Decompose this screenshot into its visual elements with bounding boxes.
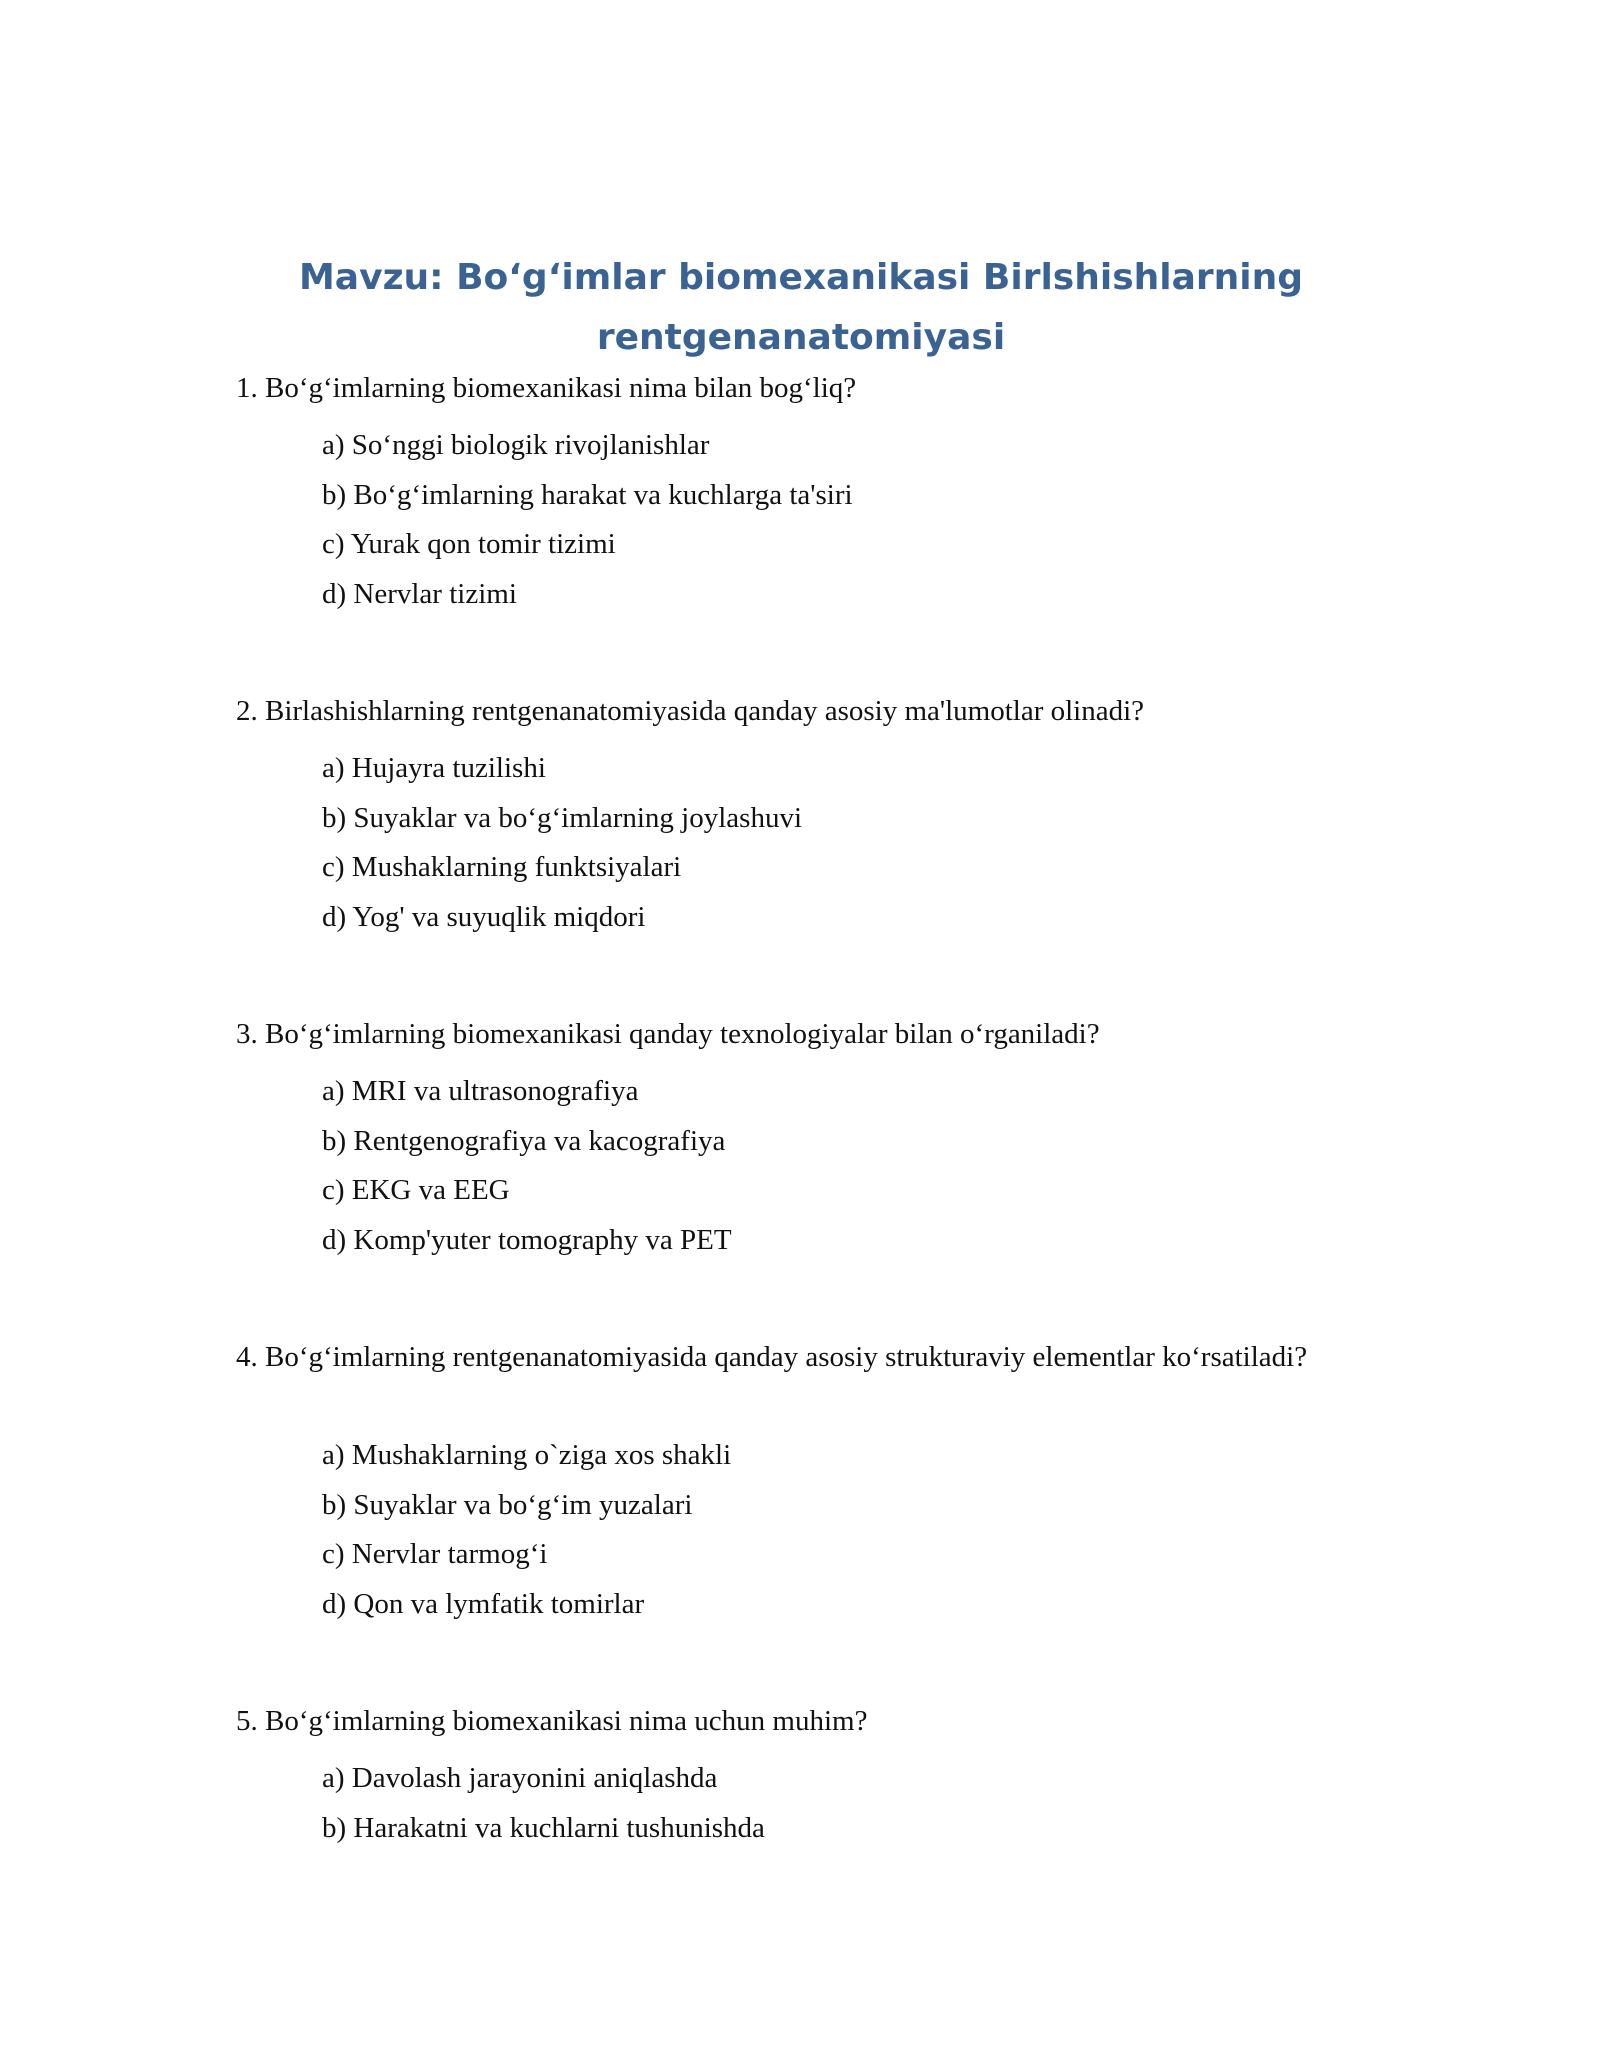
question-3-options <box>322 1067 1322 1265</box>
option-4d: d) Qon va lymfatik tomirlar <box>322 1587 645 1620</box>
option-3b: b) Rentgenografiya va kacografiya <box>322 1124 726 1157</box>
question-4-text: 4. Bo‘g‘imlarning rentgenanatomiyasida qanday asosiy strukturaviy elementlar ko‘rsatiladi? <box>236 1341 1308 1373</box>
option-3c: c) EKG va EEG <box>322 1174 510 1206</box>
option-5a: a) Davolash jarayonini aniqlashda <box>322 1762 718 1794</box>
question-5-options <box>322 1754 1322 1853</box>
option-1d: d) Nervlar tizimi <box>322 577 517 610</box>
option-1c: c) Yurak qon tomir tizimi <box>322 528 616 560</box>
page-title: Mavzu: Bo‘g‘imlar biomexanikasi Birlshishlarning rentgenanatomiyasi <box>298 257 1304 358</box>
option-5b: b) Harakatni va kuchlarni tushunishda <box>322 1811 765 1844</box>
question-5-text: 5. Bo‘g‘imlarning biomexanikasi nima uchun muhim? <box>236 1705 868 1737</box>
option-1b: b) Bo‘g‘imlarning harakat va kuchlarga ta'siri <box>322 478 853 511</box>
option-3a: a) MRI va ultrasonografiya <box>322 1075 639 1107</box>
question-2-text: 2. Birlashishlarning rentgenanatomiyasida qanday asosiy ma'lumotlar olinadi? <box>236 695 1145 727</box>
option-3d: d) Komp'yuter tomography va PET <box>322 1223 732 1256</box>
question-2-options <box>322 744 1322 942</box>
option-2a: a) Hujayra tuzilishi <box>322 752 546 784</box>
question-3-text: 3. Bo‘g‘imlarning biomexanikasi qanday texnologiyalar bilan o‘rganiladi? <box>236 1018 1100 1050</box>
question-1-text: 1. Bo‘g‘imlarning biomexanikasi nima bilan bog‘liq? <box>236 372 857 404</box>
option-2b: b) Suyaklar va bo‘g‘imlarning joylashuvi <box>322 801 803 834</box>
option-2d: d) Yog' va suyuqlik miqdori <box>322 900 646 933</box>
option-4a: a) Mushaklarning o`ziga xos shakli <box>322 1439 732 1471</box>
question-1-options <box>322 421 1322 619</box>
option-1a: a) So‘nggi biologik rivojlanishlar <box>322 429 710 461</box>
option-4b: b) Suyaklar va bo‘g‘im yuzalari <box>322 1488 693 1521</box>
question-4-options <box>322 1431 1322 1629</box>
option-2c: c) Mushaklarning funktsiyalari <box>322 851 682 883</box>
option-4c: c) Nervlar tarmog‘i <box>322 1538 548 1570</box>
